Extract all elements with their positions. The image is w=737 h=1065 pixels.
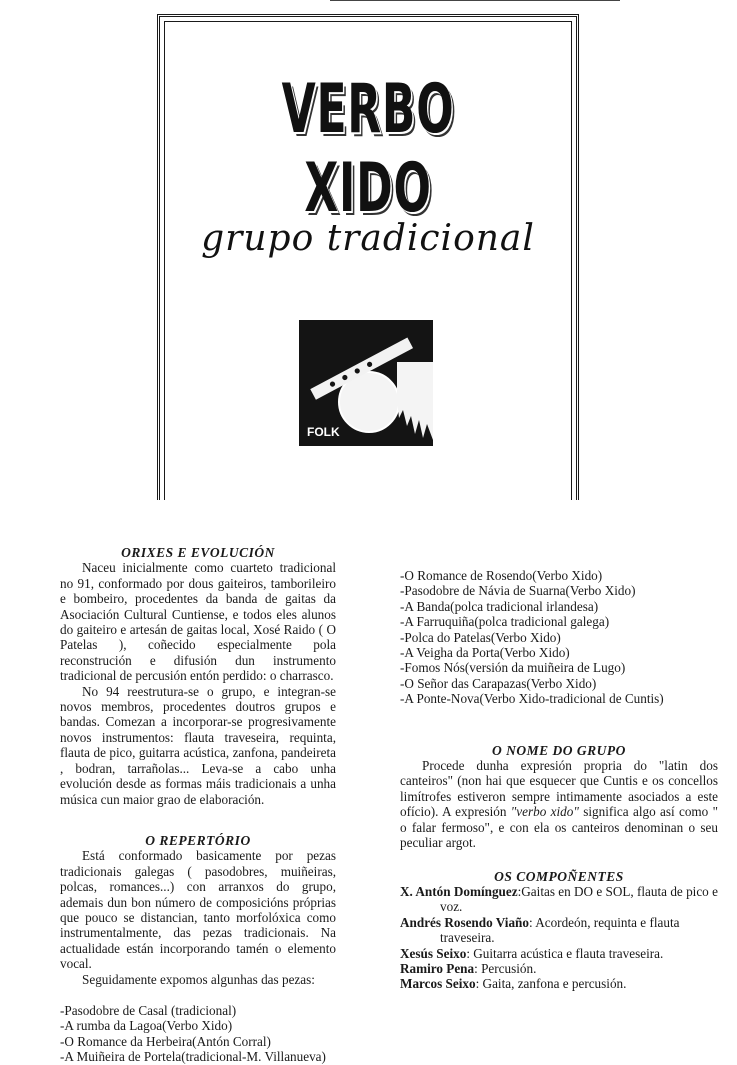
member-role: : Gaita, zanfona e percusión. (475, 976, 627, 992)
list-item: -Pasodobre de Návia de Suarna(Verbo Xido) (400, 583, 636, 599)
orixes-heading: ORIXES E EVOLUCIÓN (121, 545, 275, 560)
list-item: -A Veigha da Porta(Verbo Xido) (400, 645, 570, 661)
member-name: Ramiro Pena (400, 960, 475, 976)
member-role: : Acordeón, requinta e flauta traveseira. (440, 914, 680, 946)
member-entry (400, 946, 718, 961)
list-item: -Pasodobre de Casal (tradicional) (60, 1002, 237, 1018)
member-entry (400, 976, 718, 991)
pieces-list-left (60, 1003, 336, 1065)
list-item: -Fomos Nós(versión da muiñeira de Lugo) (400, 660, 626, 676)
band-name-title: VERBO XIDO (281, 70, 455, 228)
pieces-list-right (400, 568, 718, 707)
list-item: -A Muiñeira de Portela(tradicional-M. Villanueva) (60, 1049, 326, 1065)
nome-heading: O NOME DO GRUPO (492, 742, 626, 758)
list-item: -A rumba da Lagoa(Verbo Xido) (60, 1018, 233, 1034)
band-subtitle: grupo tradicional (201, 218, 535, 259)
nome-phrase: "verbo xido" (510, 804, 579, 820)
folk-logo (299, 320, 433, 446)
folk-logo-text: FOLK (307, 425, 340, 439)
member-role: :Gaitas en DO e SOL, flauta de pico e voz. (440, 883, 718, 915)
member-name: X. Antón Domínguez (400, 883, 518, 899)
nome-paragraph (400, 758, 718, 850)
list-item: -A Banda(polca tradicional irlandesa) (400, 598, 599, 614)
member-role: : Percusión. (474, 960, 537, 976)
left-column (60, 545, 336, 1065)
right-column (400, 568, 718, 992)
members-list (400, 884, 718, 992)
member-name: Marcos Seixo (400, 976, 476, 992)
list-item: -O Romance de Rosendo(Verbo Xido) (400, 568, 603, 583)
orixes-paragraph-1: Naceu inicialmente como cuarteto tradicional no 91, conformado por dous gaiteiros, tamborileiro e bombeiro, procedentes da banda de gaitas da Asociación Cultural Cuntiense, e todos eles alunos do gaiteiro e artesán de gaitas local, Xosé Raido ( O Patelas ), coñecido especialmente pola reconstrución e difusión dun instrumento tradicional de percusión entón perdido: o charrasco. (60, 560, 336, 684)
member-role: : Guitarra acústica e flauta traveseira. (466, 945, 664, 961)
list-item: -O Romance da Herbeira(Antón Corral) (60, 1033, 271, 1049)
list-item: -Polca do Patelas(Verbo Xido) (400, 629, 561, 645)
repertorio-heading: O REPERTÓRIO (145, 832, 251, 848)
nome-text-a: Procede dunha expresión propria do "latin dos canteiros" (non hai que esquecer que Cuntis e os concellos limítrofes estiveron sempre intimamente asociados a este ofício). A expresión (400, 758, 718, 820)
list-item: -A Ponte-Nova(Verbo Xido-tradicional de Cuntis) (400, 691, 664, 707)
list-item: -A Farruquiña(polca tradicional galega) (400, 614, 610, 630)
orixes-paragraph-2: No 94 reestrutura-se o grupo, e integran-se novos membros, procedentes doutros grupos e bandas. Comezan a incorporar-se progresivamente novos instrumentos: flauta traveseira, requinta, flauta de pico, guitarra acústica, zanfona, pandeireta , bodran, tarrañolas... Leva-se a cabo unha evolución desde as formas máis tradicionais a unha música cun maior grao de elaboración. (60, 683, 336, 807)
member-entry (400, 915, 718, 946)
member-name: Xesús Seixo (400, 945, 467, 961)
componentes-heading: OS COMPOÑENTES (494, 868, 624, 884)
repertorio-paragraph-2: Seguidamente expomos algunhas das pezas: (82, 971, 315, 987)
list-item: -O Señor das Carapazas(Verbo Xido) (400, 675, 597, 691)
member-name: Andrés Rosendo Viaño (400, 914, 529, 930)
member-entry (400, 961, 718, 976)
nome-text-b: significa algo así como " o falar fermoso", e con ela os canteiros denominan o seu peculiar argot. (400, 804, 718, 851)
repertorio-paragraph-1: Está conformado basicamente por pezas tradicionais galegas ( pasodobres, muiñeiras, polcas, romances...) con arranxos do grupo, ademais dun bon número de composicións próprias que pouco se distancian, tanto morfolóxica como instrumentalmente, das pezas tradicionais. Na actualidade están incorporando tamén o elemento vocal. (60, 848, 336, 972)
top-rule (330, 0, 620, 1)
member-entry (400, 884, 718, 915)
